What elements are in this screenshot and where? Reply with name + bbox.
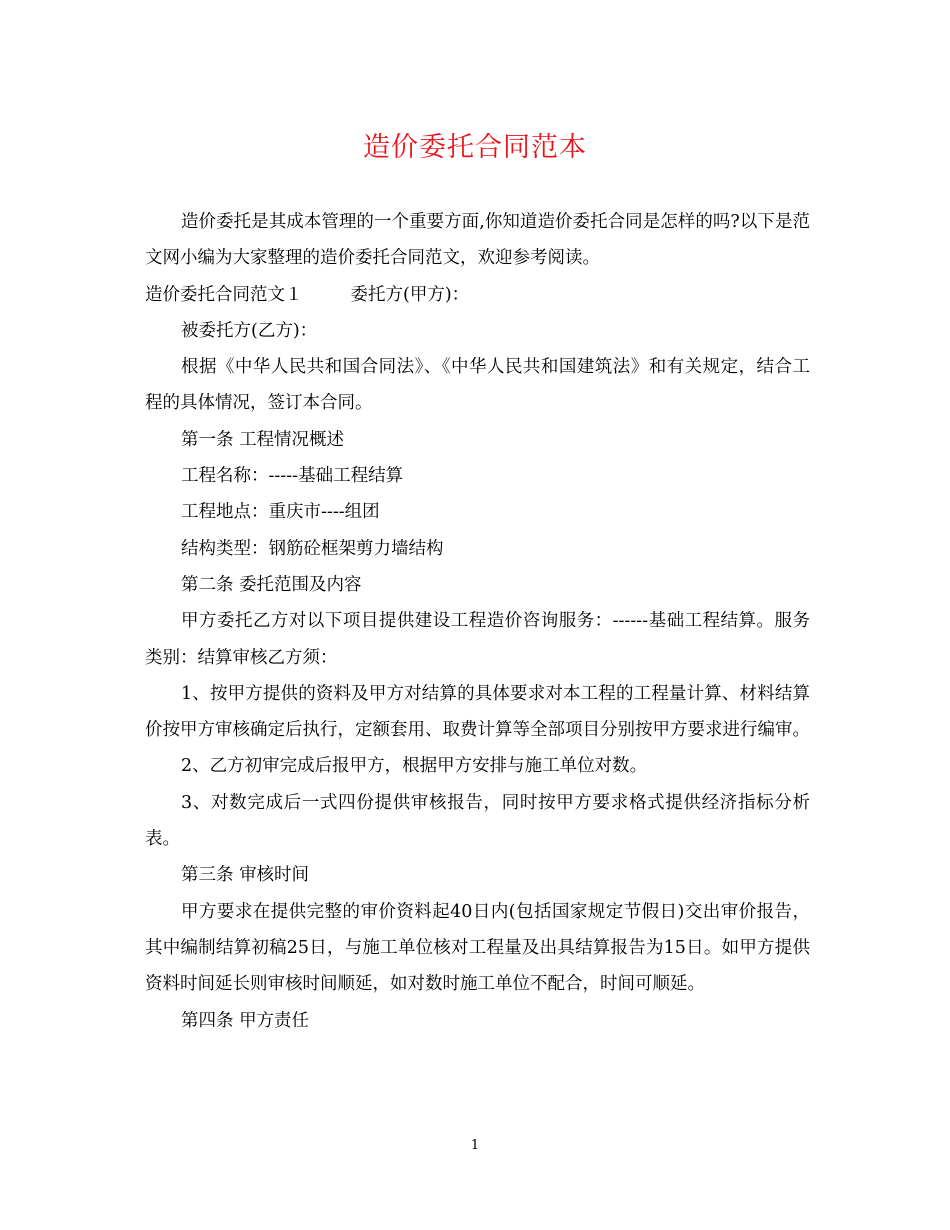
requirement-3-paragraph: 3、对数完成后一式四份提供审核报告，同时按甲方要求格式提供经济指标分析表。 <box>145 792 810 850</box>
sample-heading: 造价委托合同范文１ <box>145 284 303 305</box>
client-label: 委托方(甲方)： <box>350 284 470 305</box>
page-number: 1 <box>470 1138 480 1153</box>
service-scope-paragraph: 甲方委托乙方对以下项目提供建设工程造价咨询服务：------基础工程结算。服务类别：结算审核乙方须： <box>145 611 810 668</box>
requirement-1-paragraph: 1、按甲方提供的资料及甲方对结算的具体要求对本工程的工程量计算、材料结算价按甲方审核确定后执行，定额套用、取费计算等全部项目分别按甲方要求进行编审。 <box>145 683 810 741</box>
article-2-heading: 第二条 委托范围及内容 <box>181 574 362 595</box>
legal-basis-paragraph: 根据《中华人民共和国合同法》、《中华人民共和国建筑法》和有关规定，结合工程的具体情况，签订本合同。 <box>145 357 810 414</box>
project-name-line: 工程名称：-----基础工程结算 <box>181 466 404 487</box>
document-body <box>145 204 810 1039</box>
document-title: 造价委托合同范本 <box>363 132 587 163</box>
project-location-line: 工程地点：重庆市----组团 <box>181 502 380 523</box>
requirement-2-paragraph: 2、乙方初审完成后报甲方，根据甲方安排与施工单位对数。 <box>181 756 648 777</box>
article-3-heading: 第三条 审核时间 <box>181 865 310 886</box>
structure-type-line: 结构类型：钢筋砼框架剪力墙结构 <box>181 538 444 559</box>
article-1-heading: 第一条 工程情况概述 <box>181 429 345 450</box>
review-time-paragraph: 甲方要求在提供完整的审价资料起40日内(包括国家规定节假日)交出审价报告，其中编制结算初稿25日，与施工单位核对工程量及出具结算报告为15日。如甲方提供资料时间延长则审核时间顺延，如对数时施工单位不配合，时间可顺延。 <box>145 901 810 995</box>
intro-paragraph: 造价委托是其成本管理的一个重要方面,你知道造价委托合同是怎样的吗?以下是范文网小编为大家整理的造价委托合同范文，欢迎参考阅读。 <box>145 212 810 269</box>
contractor-label: 被委托方(乙方)： <box>181 320 318 341</box>
sample-heading-line <box>145 277 810 313</box>
article-4-heading: 第四条 甲方责任 <box>181 1010 310 1031</box>
